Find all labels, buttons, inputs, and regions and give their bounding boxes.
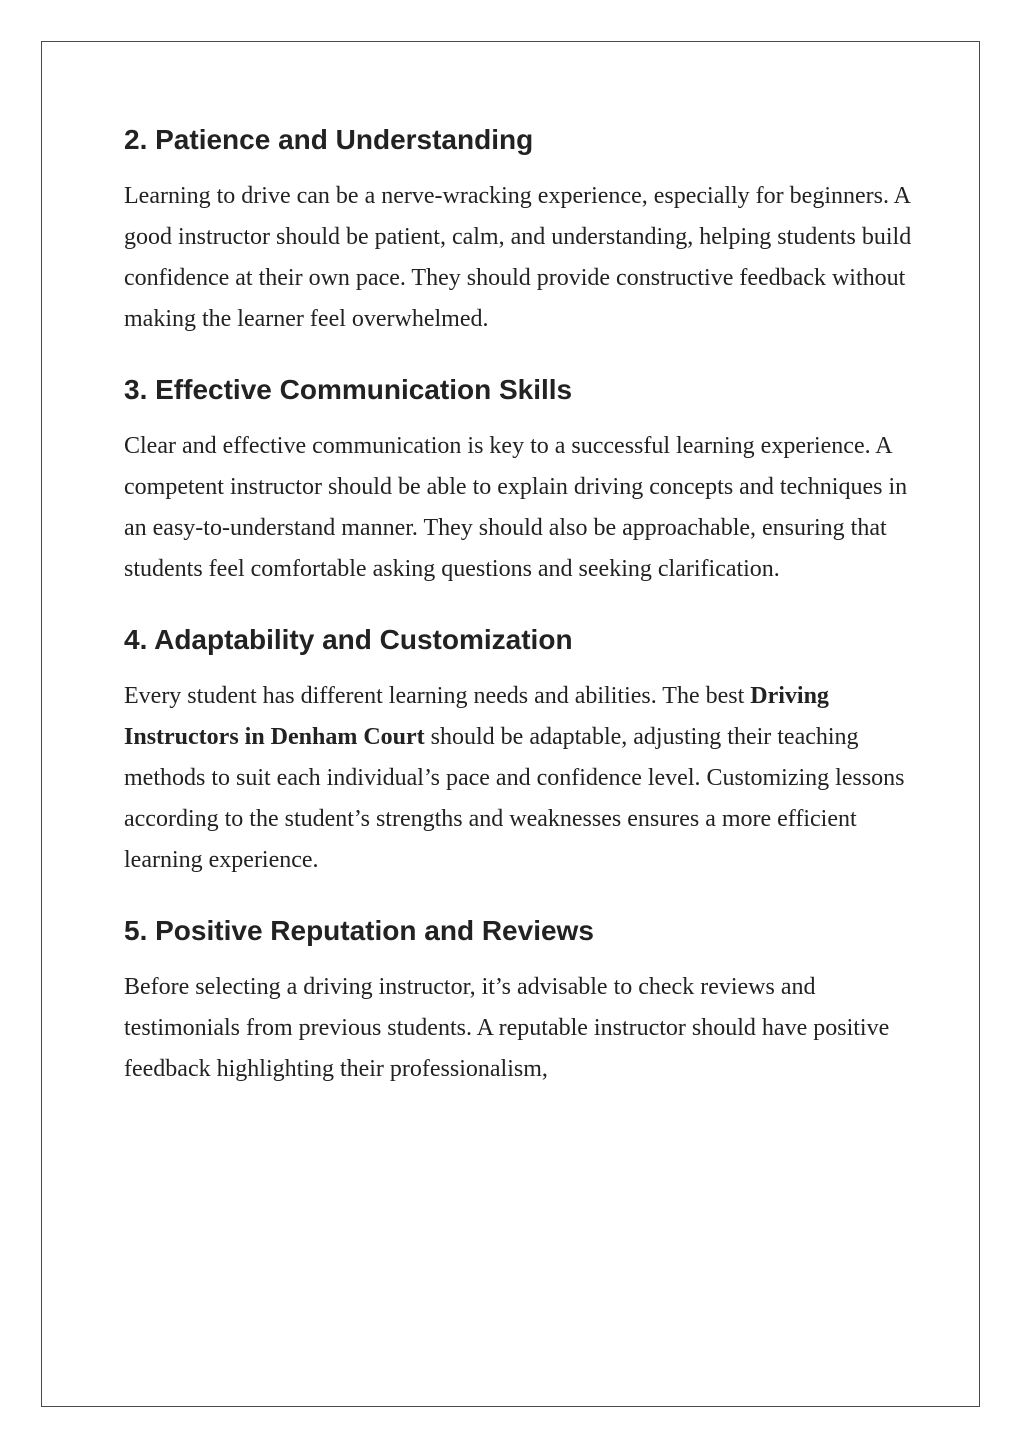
section-adaptability: [124, 622, 914, 881]
bold-link-text: Driving Instructors in Denham Court: [124, 683, 829, 750]
section-heading: 3. Effective Communication Skills: [124, 374, 573, 405]
section-heading: 2. Patience and Understanding: [124, 124, 534, 155]
section-heading: 4. Adaptability and Customization: [124, 624, 573, 655]
section-paragraph: Clear and effective communication is key to a successful learning experience. A competent instructor should be able to explain driving concepts and techniques in an easy-to-understand manner. They should also be approachable, ensuring that students feel comfortable asking questions and seeking clarification.: [124, 433, 908, 582]
section-paragraph: Learning to drive can be a nerve-wracking experience, especially for beginners. A good instructor should be patient, calm, and understanding, helping students build confidence at their own pace. They should provide constructive feedback without making the learner feel overwhelmed.: [124, 183, 912, 332]
section-heading: 5. Positive Reputation and Reviews: [124, 915, 594, 946]
section-paragraph: Before selecting a driving instructor, it’s advisable to check reviews and testimonials from previous students. A reputable instructor should have positive feedback highlighting their professionalism,: [124, 974, 890, 1082]
section-patience: [124, 122, 914, 340]
section-paragraph: [124, 676, 914, 881]
paragraph-text-after: should be adaptable, adjusting their teaching methods to suit each individual’s pace and confidence level. Customizing lessons according to the student’s strengths and weaknesses ensures a more efficient learning experience.: [124, 724, 905, 873]
section-communication: [124, 372, 914, 590]
paragraph-text-before: Every student has different learning needs and abilities. The best: [124, 683, 751, 709]
section-reputation: [124, 913, 914, 1090]
document-content: [124, 122, 914, 1122]
